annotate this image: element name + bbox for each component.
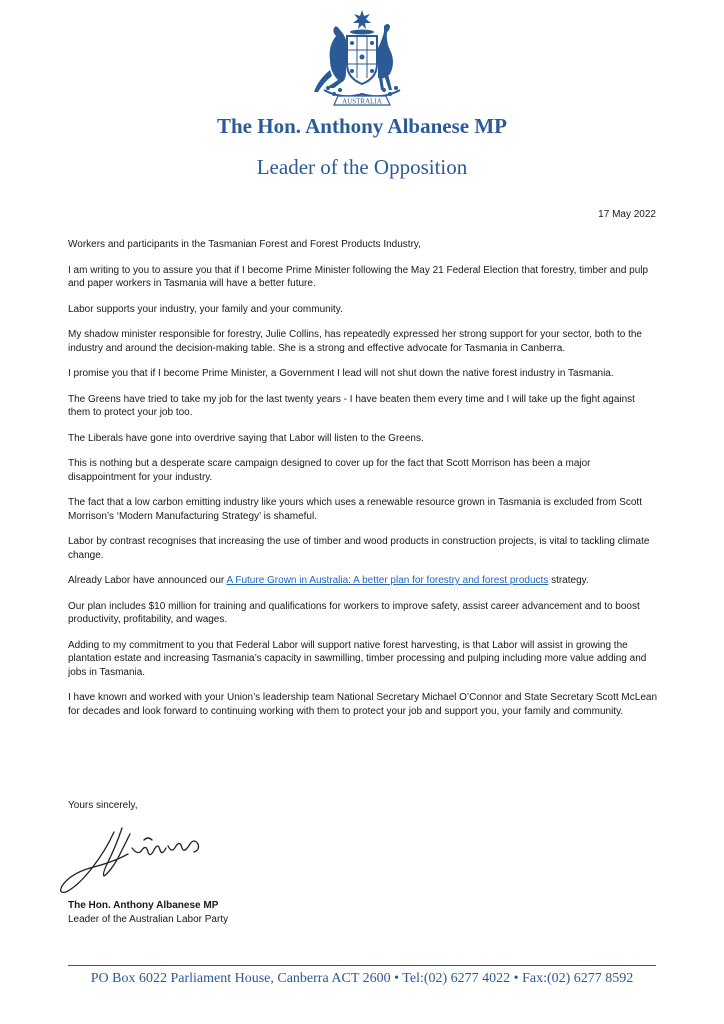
paragraph: Our plan includes $10 million for training and qualifications for workers to improve safety, assist career advancement and to boost productivity, profitability, and wages. <box>68 600 640 625</box>
crest-scroll-text: AUSTRALIA <box>342 97 382 106</box>
signature-icon <box>44 810 214 900</box>
paragraph: I am writing to you to assure you that if I become Prime Minister following the May 21 Federal Election that forestry, timber and pulp and paper workers in Tasmania will have a better future. <box>68 264 649 289</box>
letter-date: 17 May 2022 <box>598 209 656 220</box>
paragraph-text: strategy. <box>548 575 589 586</box>
paragraph: The fact that a low carbon emitting industry like yours which uses a renewable resource grown in Tasmania is excluded from Scott Morrison’s ‘Modern Manufacturing Strategy’ is shameful. <box>68 497 642 522</box>
paragraph: The Liberals have gone into overdrive saying that Labor will listen to the Greens. <box>68 432 424 444</box>
coat-of-arms-icon <box>304 8 420 112</box>
paragraph: This is nothing but a desperate scare campaign designed to cover up for the fact that Scott Morrison has been a major disappointment for your industry. <box>68 458 591 483</box>
salutation: Workers and participants in the Tasmanian Forest and Forest Products Industry, <box>68 239 421 250</box>
paragraph: My shadow minister responsible for forestry, Julie Collins, has repeatedly expressed her strong support for your sector, both to the industry and around the decision-making table. She is a strong and effective advocate for Tasmania in Canberra. <box>68 329 642 354</box>
page-subtitle: Leader of the Opposition <box>256 155 468 179</box>
strategy-link[interactable]: A Future Grown in Australia: A better plan for forestry and forest products <box>226 575 549 586</box>
signer-title: Leader of the Australian Labor Party <box>68 914 229 925</box>
paragraph: I have known and worked with your Union’s leadership team National Secretary Michael O’Connor and State Secretary Scott McLean for decades and look forward to continuing working with them to protect your job and support you, your family and community. <box>68 692 658 717</box>
paragraph: Labor by contrast recognises that increasing the use of timber and wood products in construction projects, is vital to tackling climate change. <box>68 536 650 561</box>
signer-name: The Hon. Anthony Albanese MP <box>68 900 219 911</box>
paragraph: Adding to my commitment to you that Federal Labor will support native forest harvesting, is that Labor will assist in growing the plantation estate and increasing Tasmania’s capacity in sawmilling, timber processing and pulping including more value adding and jobs in Tasmania. <box>68 639 647 678</box>
footer-contact: PO Box 6022 Parliament House, Canberra ACT 2600 • Tel:(02) 6277 4022 • Fax:(02) 6277 8592 <box>90 971 634 986</box>
page-title: The Hon. Anthony Albanese MP <box>217 114 507 138</box>
paragraph: The Greens have tried to take my job for the last twenty years - I have beaten them every time and I will take up the fight against them to protect your job too. <box>68 393 635 418</box>
closing: Yours sincerely, <box>68 800 138 811</box>
letter-body <box>68 238 658 730</box>
paragraph-text: Already Labor have announced our <box>68 575 227 586</box>
footer-divider <box>68 965 656 966</box>
paragraph: Labor supports your industry, your family and your community. <box>68 303 343 315</box>
paragraph-strategy <box>68 574 658 588</box>
paragraph: I promise you that if I become Prime Minister, a Government I lead will not shut down the native forest industry in Tasmania. <box>68 368 614 379</box>
